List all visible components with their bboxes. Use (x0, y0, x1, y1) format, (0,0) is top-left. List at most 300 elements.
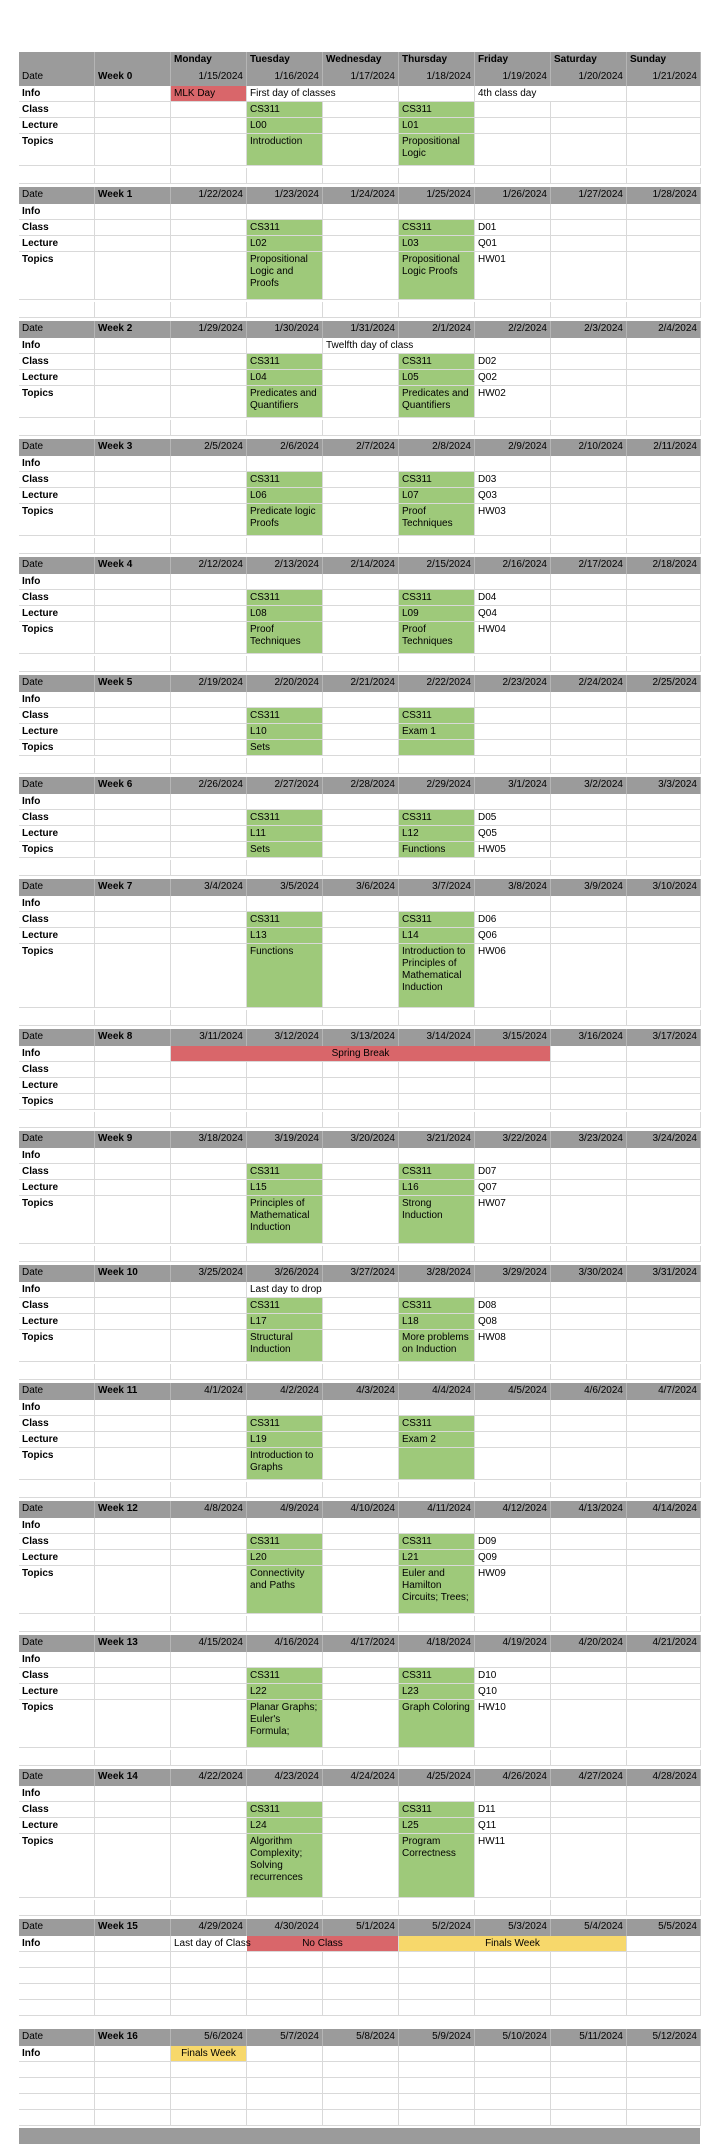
empty-cell[interactable] (95, 168, 171, 184)
empty-cell[interactable] (323, 1196, 399, 1244)
date-cell[interactable]: 1/22/2024 (171, 187, 247, 204)
friday-topics[interactable]: HW03 (475, 504, 551, 536)
empty-cell[interactable] (475, 1078, 551, 1094)
date-cell[interactable]: 2/22/2024 (399, 675, 475, 692)
empty-cell[interactable] (95, 928, 171, 944)
empty-cell[interactable] (399, 1482, 475, 1498)
date-cell[interactable]: 3/26/2024 (247, 1265, 323, 1282)
empty-cell[interactable] (323, 912, 399, 928)
day-header-2[interactable]: Monday (171, 52, 247, 69)
empty-cell[interactable] (475, 420, 551, 436)
empty-cell[interactable] (323, 252, 399, 300)
thursday-lecture[interactable]: L16 (399, 1180, 475, 1196)
date-cell[interactable]: 3/7/2024 (399, 879, 475, 896)
empty-cell[interactable] (95, 1062, 171, 1078)
date-cell[interactable]: 1/28/2024 (627, 187, 701, 204)
empty-cell[interactable] (95, 912, 171, 928)
empty-cell[interactable] (95, 354, 171, 370)
date-cell[interactable]: 5/10/2024 (475, 2029, 551, 2046)
friday-class[interactable]: D06 (475, 912, 551, 928)
empty-cell[interactable] (171, 758, 247, 774)
thursday-class[interactable]: CS311 (399, 1668, 475, 1684)
empty-cell[interactable] (627, 1550, 701, 1566)
empty-cell[interactable] (475, 1400, 551, 1416)
empty-cell[interactable] (95, 740, 171, 756)
friday-lecture[interactable]: Q03 (475, 488, 551, 504)
empty-cell[interactable] (95, 1078, 171, 1094)
date-cell[interactable]: 3/2/2024 (551, 777, 627, 794)
row-label-lecture[interactable]: Lecture (19, 826, 95, 842)
empty-cell[interactable] (475, 338, 551, 354)
date-cell[interactable]: 4/20/2024 (551, 1635, 627, 1652)
info-cell[interactable]: First day of classes (247, 86, 323, 102)
week-label[interactable]: Week 15 (95, 1919, 171, 1936)
week-label[interactable]: Week 2 (95, 321, 171, 338)
empty-cell[interactable] (323, 1684, 399, 1700)
empty-cell[interactable] (399, 1984, 475, 2000)
empty-cell[interactable] (95, 810, 171, 826)
empty-cell[interactable] (247, 1616, 323, 1632)
friday-lecture[interactable]: Q05 (475, 826, 551, 842)
date-cell[interactable]: 3/4/2024 (171, 879, 247, 896)
date-cell[interactable]: 4/23/2024 (247, 1769, 323, 1786)
empty-cell[interactable] (323, 504, 399, 536)
date-label[interactable]: Date (19, 187, 95, 204)
empty-cell[interactable] (19, 1112, 95, 1128)
empty-cell[interactable] (627, 708, 701, 724)
empty-cell[interactable] (95, 724, 171, 740)
empty-cell[interactable] (627, 102, 701, 118)
friday-lecture[interactable]: Q01 (475, 236, 551, 252)
empty-cell[interactable] (323, 944, 399, 1008)
empty-cell[interactable] (627, 1246, 701, 1262)
empty-cell[interactable] (627, 1164, 701, 1180)
empty-cell[interactable] (627, 168, 701, 184)
thursday-class[interactable]: CS311 (399, 912, 475, 928)
empty-cell[interactable] (323, 1668, 399, 1684)
empty-cell[interactable] (247, 574, 323, 590)
empty-cell[interactable] (19, 1010, 95, 1026)
empty-cell[interactable] (323, 1400, 399, 1416)
empty-cell[interactable] (475, 574, 551, 590)
empty-cell[interactable] (475, 2000, 551, 2016)
empty-cell[interactable] (551, 1148, 627, 1164)
empty-cell[interactable] (551, 1112, 627, 1128)
empty-cell[interactable] (323, 102, 399, 118)
empty-cell[interactable] (171, 826, 247, 842)
empty-cell[interactable] (551, 606, 627, 622)
empty-cell[interactable] (627, 1750, 701, 1766)
empty-cell[interactable] (399, 1952, 475, 1968)
friday-topics[interactable]: HW07 (475, 1196, 551, 1244)
empty-cell[interactable] (475, 1984, 551, 2000)
empty-cell[interactable] (247, 656, 323, 672)
empty-cell[interactable] (171, 1566, 247, 1614)
empty-cell[interactable] (475, 1094, 551, 1110)
empty-cell[interactable] (323, 1298, 399, 1314)
empty-cell[interactable] (551, 2062, 627, 2078)
empty-cell[interactable] (323, 1900, 399, 1916)
empty-cell[interactable] (247, 1968, 323, 1984)
empty-cell[interactable] (95, 842, 171, 858)
empty-cell[interactable] (95, 456, 171, 472)
tuesday-topics[interactable]: Functions (247, 944, 323, 1008)
empty-cell[interactable] (627, 896, 701, 912)
empty-cell[interactable] (627, 1448, 701, 1480)
empty-cell[interactable] (627, 1094, 701, 1110)
empty-cell[interactable] (95, 1416, 171, 1432)
row-label-lecture[interactable]: Lecture (19, 118, 95, 134)
empty-cell[interactable] (171, 1400, 247, 1416)
empty-cell[interactable] (171, 606, 247, 622)
empty-cell[interactable] (171, 370, 247, 386)
row-label-info[interactable]: Info (19, 338, 95, 354)
empty-cell[interactable] (171, 168, 247, 184)
empty-cell[interactable] (551, 1246, 627, 1262)
date-cell[interactable]: 1/21/2024 (627, 69, 701, 86)
empty-cell[interactable] (171, 1112, 247, 1128)
friday-lecture[interactable]: Q02 (475, 370, 551, 386)
empty-cell[interactable] (551, 1834, 627, 1898)
date-cell[interactable]: 3/20/2024 (323, 1131, 399, 1148)
empty-cell[interactable] (323, 1700, 399, 1748)
empty-cell[interactable] (171, 488, 247, 504)
date-cell[interactable]: 3/19/2024 (247, 1131, 323, 1148)
tuesday-lecture[interactable]: L04 (247, 370, 323, 386)
empty-cell[interactable] (95, 1834, 171, 1898)
date-label[interactable]: Date (19, 1919, 95, 1936)
empty-cell[interactable] (551, 1700, 627, 1748)
tuesday-topics[interactable]: Principles of Mathematical Induction (247, 1196, 323, 1244)
thursday-class[interactable]: CS311 (399, 708, 475, 724)
empty-cell[interactable] (95, 504, 171, 536)
row-label-info[interactable]: Info (19, 204, 95, 220)
date-cell[interactable]: 3/10/2024 (627, 879, 701, 896)
date-cell[interactable]: 4/17/2024 (323, 1635, 399, 1652)
row-label-topics[interactable]: Topics (19, 1330, 95, 1362)
thursday-topics[interactable]: Proof Techniques (399, 504, 475, 536)
row-label-topics[interactable]: Topics (19, 134, 95, 166)
empty-cell[interactable] (171, 118, 247, 134)
empty-cell[interactable] (475, 2046, 551, 2062)
empty-cell[interactable] (247, 538, 323, 554)
empty-cell[interactable] (475, 168, 551, 184)
date-cell[interactable]: 2/23/2024 (475, 675, 551, 692)
date-cell[interactable]: 2/17/2024 (551, 557, 627, 574)
tuesday-topics[interactable]: Algorithm Complexity; Solving recurrences (247, 1834, 323, 1898)
day-header-3[interactable]: Tuesday (247, 52, 323, 69)
thursday-class[interactable]: CS311 (399, 1164, 475, 1180)
empty-cell[interactable] (323, 622, 399, 654)
empty-cell[interactable] (323, 302, 399, 318)
empty-cell[interactable] (551, 220, 627, 236)
empty-cell[interactable] (323, 386, 399, 418)
empty-cell[interactable] (171, 1330, 247, 1362)
friday-lecture[interactable]: Q04 (475, 606, 551, 622)
empty-cell[interactable] (323, 2094, 399, 2110)
date-cell[interactable]: 2/9/2024 (475, 439, 551, 456)
empty-cell[interactable] (627, 1432, 701, 1448)
empty-cell[interactable] (399, 168, 475, 184)
date-cell[interactable]: 4/10/2024 (323, 1501, 399, 1518)
thursday-class[interactable]: CS311 (399, 354, 475, 370)
thursday-lecture[interactable]: L09 (399, 606, 475, 622)
row-label-class[interactable]: Class (19, 590, 95, 606)
empty-cell[interactable] (95, 1684, 171, 1700)
date-cell[interactable]: 3/16/2024 (551, 1029, 627, 1046)
empty-cell[interactable] (627, 1534, 701, 1550)
empty-cell[interactable] (475, 134, 551, 166)
empty-cell[interactable] (323, 2062, 399, 2078)
empty-cell[interactable] (171, 1416, 247, 1432)
empty-cell[interactable] (551, 1196, 627, 1244)
empty-cell[interactable] (627, 740, 701, 756)
empty-cell[interactable] (551, 2046, 627, 2062)
empty-cell[interactable] (171, 590, 247, 606)
friday-class[interactable]: D01 (475, 220, 551, 236)
date-cell[interactable]: 3/13/2024 (323, 1029, 399, 1046)
empty-cell[interactable] (95, 1750, 171, 1766)
date-cell[interactable]: 4/7/2024 (627, 1383, 701, 1400)
empty-cell[interactable] (627, 1148, 701, 1164)
empty-cell[interactable] (19, 1984, 95, 2000)
empty-cell[interactable] (475, 1900, 551, 1916)
date-cell[interactable]: 3/11/2024 (171, 1029, 247, 1046)
empty-cell[interactable] (247, 168, 323, 184)
empty-cell[interactable] (475, 1482, 551, 1498)
empty-cell[interactable] (171, 2062, 247, 2078)
empty-cell[interactable] (551, 1364, 627, 1380)
empty-cell[interactable] (627, 1364, 701, 1380)
empty-cell[interactable] (627, 488, 701, 504)
empty-cell[interactable] (551, 692, 627, 708)
empty-cell[interactable] (399, 1112, 475, 1128)
empty-cell[interactable] (627, 1968, 701, 1984)
empty-cell[interactable] (95, 860, 171, 876)
empty-cell[interactable] (627, 928, 701, 944)
row-label-class[interactable]: Class (19, 1668, 95, 1684)
empty-cell[interactable] (323, 2078, 399, 2094)
empty-cell[interactable] (323, 606, 399, 622)
tuesday-lecture[interactable]: L17 (247, 1314, 323, 1330)
empty-cell[interactable] (171, 794, 247, 810)
empty-cell[interactable] (247, 1900, 323, 1916)
empty-cell[interactable] (627, 2062, 701, 2078)
date-cell[interactable]: 4/19/2024 (475, 1635, 551, 1652)
empty-cell[interactable] (323, 2110, 399, 2126)
friday-topics[interactable]: HW02 (475, 386, 551, 418)
empty-cell[interactable] (95, 622, 171, 654)
date-cell[interactable]: 3/29/2024 (475, 1265, 551, 1282)
empty-cell[interactable] (323, 1330, 399, 1362)
date-cell[interactable]: 2/20/2024 (247, 675, 323, 692)
date-cell[interactable]: 3/14/2024 (399, 1029, 475, 1046)
empty-cell[interactable] (475, 1148, 551, 1164)
thursday-lecture[interactable]: L12 (399, 826, 475, 842)
empty-cell[interactable] (551, 134, 627, 166)
date-cell[interactable]: 1/16/2024 (247, 69, 323, 86)
empty-cell[interactable] (247, 456, 323, 472)
date-cell[interactable]: 1/17/2024 (323, 69, 399, 86)
info-cell[interactable]: Finals Week (399, 1936, 627, 1952)
empty-cell[interactable] (171, 1550, 247, 1566)
tuesday-lecture[interactable]: L10 (247, 724, 323, 740)
row-label-info[interactable]: Info (19, 1786, 95, 1802)
tuesday-class[interactable]: CS311 (247, 1416, 323, 1432)
row-label-topics[interactable]: Topics (19, 1196, 95, 1244)
empty-cell[interactable] (171, 204, 247, 220)
friday-topics[interactable]: HW09 (475, 1566, 551, 1614)
friday-class[interactable]: D05 (475, 810, 551, 826)
week-label[interactable]: Week 1 (95, 187, 171, 204)
empty-cell[interactable] (551, 574, 627, 590)
thursday-lecture[interactable]: Exam 1 (399, 724, 475, 740)
empty-cell[interactable] (95, 2000, 171, 2016)
empty-cell[interactable] (399, 456, 475, 472)
date-cell[interactable]: 4/1/2024 (171, 1383, 247, 1400)
empty-cell[interactable] (551, 1010, 627, 1026)
empty-cell[interactable] (627, 1668, 701, 1684)
tuesday-topics[interactable]: Introduction (247, 134, 323, 166)
row-label-info[interactable]: Info (19, 574, 95, 590)
empty-cell[interactable] (323, 1112, 399, 1128)
empty-cell[interactable] (399, 656, 475, 672)
date-cell[interactable]: 1/20/2024 (551, 69, 627, 86)
empty-cell[interactable] (627, 302, 701, 318)
thursday-topics[interactable]: Propositional Logic Proofs (399, 252, 475, 300)
date-cell[interactable]: 5/12/2024 (627, 2029, 701, 2046)
week-label[interactable]: Week 11 (95, 1383, 171, 1400)
empty-cell[interactable] (171, 1534, 247, 1550)
empty-cell[interactable] (323, 1968, 399, 1984)
date-cell[interactable]: 3/5/2024 (247, 879, 323, 896)
empty-cell[interactable] (95, 1314, 171, 1330)
thursday-lecture[interactable]: L14 (399, 928, 475, 944)
empty-cell[interactable] (247, 1952, 323, 1968)
thursday-topics[interactable]: Introduction to Principles of Mathematical Induction (399, 944, 475, 1008)
empty-cell[interactable] (399, 2078, 475, 2094)
empty-cell[interactable] (171, 1364, 247, 1380)
empty-cell[interactable] (551, 1078, 627, 1094)
empty-cell[interactable] (475, 118, 551, 134)
thursday-class[interactable]: CS311 (399, 810, 475, 826)
thursday-lecture[interactable]: L01 (399, 118, 475, 134)
info-cell[interactable]: 4th class day (475, 86, 551, 102)
thursday-topics[interactable]: Graph Coloring (399, 1700, 475, 1748)
empty-cell[interactable] (627, 810, 701, 826)
empty-cell[interactable] (627, 944, 701, 1008)
empty-cell[interactable] (95, 1802, 171, 1818)
date-cell[interactable]: 4/16/2024 (247, 1635, 323, 1652)
empty-cell[interactable] (551, 118, 627, 134)
date-cell[interactable]: 3/18/2024 (171, 1131, 247, 1148)
empty-cell[interactable] (323, 2000, 399, 2016)
thursday-class[interactable]: CS311 (399, 472, 475, 488)
empty-cell[interactable] (247, 1112, 323, 1128)
empty-cell[interactable] (171, 386, 247, 418)
empty-cell[interactable] (171, 1196, 247, 1244)
empty-cell[interactable] (399, 1078, 475, 1094)
date-cell[interactable]: 3/8/2024 (475, 879, 551, 896)
empty-cell[interactable] (247, 1078, 323, 1094)
empty-cell[interactable] (247, 1786, 323, 1802)
date-cell[interactable]: 4/25/2024 (399, 1769, 475, 1786)
empty-cell[interactable] (171, 1700, 247, 1748)
empty-cell[interactable] (19, 168, 95, 184)
empty-cell[interactable] (551, 1400, 627, 1416)
empty-cell[interactable] (95, 1246, 171, 1262)
empty-cell[interactable] (171, 338, 247, 354)
date-cell[interactable]: 3/23/2024 (551, 1131, 627, 1148)
date-label[interactable]: Date (19, 69, 95, 86)
empty-cell[interactable] (475, 740, 551, 756)
tuesday-class[interactable]: CS311 (247, 1164, 323, 1180)
empty-cell[interactable] (171, 1616, 247, 1632)
empty-cell[interactable] (95, 2094, 171, 2110)
empty-cell[interactable] (475, 102, 551, 118)
empty-cell[interactable] (627, 1834, 701, 1898)
date-cell[interactable]: 1/25/2024 (399, 187, 475, 204)
empty-cell[interactable] (551, 1968, 627, 1984)
date-cell[interactable]: 2/3/2024 (551, 321, 627, 338)
date-cell[interactable]: 1/18/2024 (399, 69, 475, 86)
empty-cell[interactable] (627, 758, 701, 774)
empty-cell[interactable] (19, 1364, 95, 1380)
empty-cell[interactable] (171, 102, 247, 118)
row-label-class[interactable]: Class (19, 1416, 95, 1432)
empty-cell[interactable] (627, 538, 701, 554)
empty-cell[interactable] (95, 2110, 171, 2126)
empty-cell[interactable] (551, 1786, 627, 1802)
empty-cell[interactable] (247, 2078, 323, 2094)
tuesday-class[interactable]: CS311 (247, 810, 323, 826)
empty-cell[interactable] (95, 1900, 171, 1916)
tuesday-topics[interactable]: Structural Induction (247, 1330, 323, 1362)
empty-cell[interactable] (551, 724, 627, 740)
empty-cell[interactable] (551, 2110, 627, 2126)
friday-class[interactable]: D11 (475, 1802, 551, 1818)
row-label-class[interactable]: Class (19, 1062, 95, 1078)
empty-cell[interactable] (323, 724, 399, 740)
tuesday-class[interactable]: CS311 (247, 1534, 323, 1550)
empty-cell[interactable] (247, 1750, 323, 1766)
empty-cell[interactable] (627, 370, 701, 386)
empty-cell[interactable] (95, 606, 171, 622)
empty-cell[interactable] (323, 860, 399, 876)
thursday-lecture[interactable]: L25 (399, 1818, 475, 1834)
tuesday-lecture[interactable]: L00 (247, 118, 323, 134)
row-label-topics[interactable]: Topics (19, 1094, 95, 1110)
row-label-lecture[interactable]: Lecture (19, 606, 95, 622)
empty-cell[interactable] (247, 338, 323, 354)
row-label-lecture[interactable]: Lecture (19, 724, 95, 740)
row-label-lecture[interactable]: Lecture (19, 370, 95, 386)
empty-cell[interactable] (171, 134, 247, 166)
empty-cell[interactable] (627, 826, 701, 842)
empty-cell[interactable] (171, 252, 247, 300)
empty-cell[interactable] (551, 758, 627, 774)
thursday-class[interactable]: CS311 (399, 220, 475, 236)
empty-cell[interactable] (19, 758, 95, 774)
empty-cell[interactable] (551, 1518, 627, 1534)
empty-cell[interactable] (323, 1984, 399, 2000)
empty-cell[interactable] (551, 590, 627, 606)
date-cell[interactable]: 4/9/2024 (247, 1501, 323, 1518)
empty-cell[interactable] (399, 860, 475, 876)
empty-cell[interactable] (95, 590, 171, 606)
row-label-class[interactable]: Class (19, 220, 95, 236)
date-cell[interactable]: 4/3/2024 (323, 1383, 399, 1400)
